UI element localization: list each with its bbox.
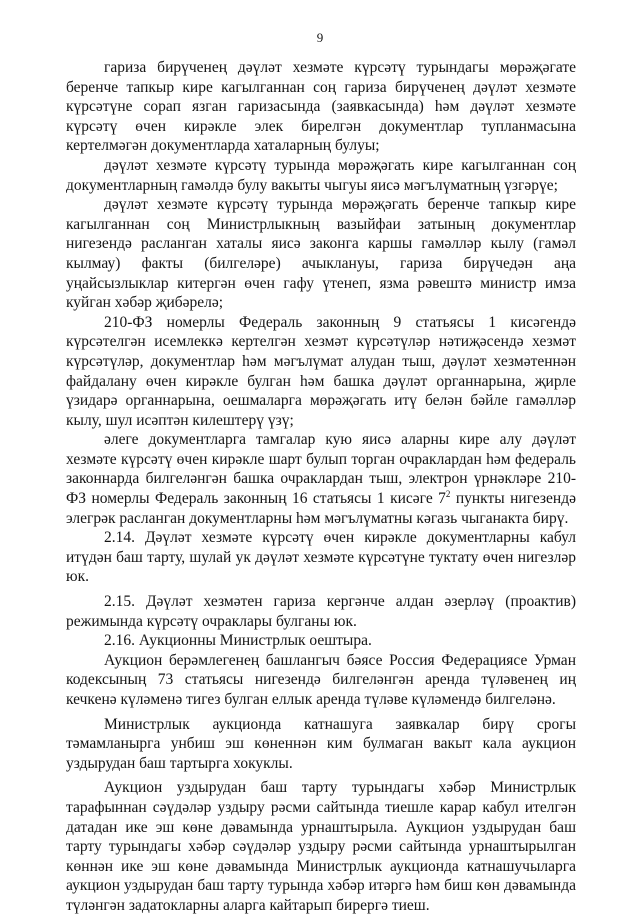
paragraph: Аукцион берәмлегенең башлангыч бәясе Россия Федерациясе Урман кодексының 73 статьясы нигезендә билгеләнгән аренда түләвенең иң кечкенә күләменә тигез булган еллык аренда түләве күләмендә билгеләнә. (66, 651, 576, 708)
paragraph: Министрлык аукционда катнашуга заявкалар бирү срогы тәмамланырга унбиш эш көненнән ким булмаган вакыт кала аукцион уздырудан баш тартырга хокуклы. (66, 715, 576, 772)
section-2-16: 2.16. Аукционны Министрлык оештыра. (104, 632, 372, 650)
superscript: 2 (445, 488, 451, 499)
paragraph: дәүләт хезмәте күрсәтү турында мөрәҗәгать беренче тапкыр кире кагылганнан соң Министрлыкның вазыйфаи затының документлар нигезендә расланган хаталы яисә законга каршы гамәлләр кылу (гамәл кылмау) факты (билгеләре) ачыклануы, гариза бирүчедән аңа уңайсызлыклар китергән өчен гафу үтенеп, язма рәвештә министр имза куйган хәбәр җибәрелә; (66, 196, 576, 312)
section-2-15: 2.15. Дәүләт хезмәтен гариза кергәнче алдан әзерләү (проактив) режимында күрсәтү очраклары булганы юк. (66, 593, 576, 630)
paragraph-with-superscript: әлеге документларга тамгалар кую яисә аларны кире алу дәүләт хезмәте күрсәтү өчен кирәкле шарт булып торган очраклардан һәм федераль законнарда билгеләнгән башка очраклардан тыш, электрон үрнәкләре 210-ФЗ номерлы Федераль законның 16 статьясы 1 кисәге $7^2$ пункты нигезендә элегрәк расланган документларны һәм мәгълүматны кәгазь чыганакта бирү. (66, 431, 576, 527)
paragraph: Аукцион уздырудан баш тарту турындагы хәбәр Министрлык тарафыннан сәүдәләр уздыру рәсми сайтында тиешле карар кабул ителгән датадан ике эш көне дәвамында урнаштырыла. Аукцион уздырудан баш тарту турындагы хәбәр сәүдәләр уздыру рәсми сайтында урнаштырылган көннән ике эш көне дәвамында Министрлык аукционда катнашучыларга аукцион уздырудан баш тарту турында хәбәр итәргә һәм биш көн дәвамында түләнгән задатокларны аларга кайтарып бирергә тиеш. (66, 779, 576, 914)
document-body (66, 58, 576, 916)
section-2-14: 2.14. Дәүләт хезмәте күрсәтү өчен кирәкле документларны кабул итүдән баш тарту, шулай ук дәүләт хезмәте күрсәтүне туктату өчен нигезләр юк. (66, 529, 576, 586)
page-number: 9 (316, 30, 324, 45)
paragraph: дәүләт хезмәте күрсәтү турында мөрәҗәгать кире кагылганнан соң документларның гамәлдә булу вакыты чыгуы яисә мәгълүматның үзгәрүе; (66, 156, 576, 194)
paragraph: гариза бирүченең дәүләт хезмәте күрсәтү турындагы мөрәҗәгате беренче тапкыр кире кагылганнан соң гариза бирүченең дәүләт хезмәте күрсәтүне сорап язган гаризасында (заявкасында) һәм дәүләт хезмәте күрсәтү өчен кирәкле элек бирелгән документлар тупланмасына кертелмәгән документларда хаталарның булуы; (66, 59, 576, 155)
paragraph: 210-ФЗ номерлы Федераль законның 9 статьясы 1 кисәгендә күрсәтелгән исемлеккә кертелгән хезмәт күрсәтүләр нәтиҗәсендә хезмәт күрсәтүләр, документлар һәм мәгълүмат алудан тыш, дәүләт хезмәтеннән файдалану өчен кирәкле булган һәм башка дәүләт органнарына, җирле үзидарә органнарына, оешмаларга мөрәҗәгать итү белән бәйле гамәлләр кылу, шул исәптән килештерү үзү; (66, 313, 576, 429)
